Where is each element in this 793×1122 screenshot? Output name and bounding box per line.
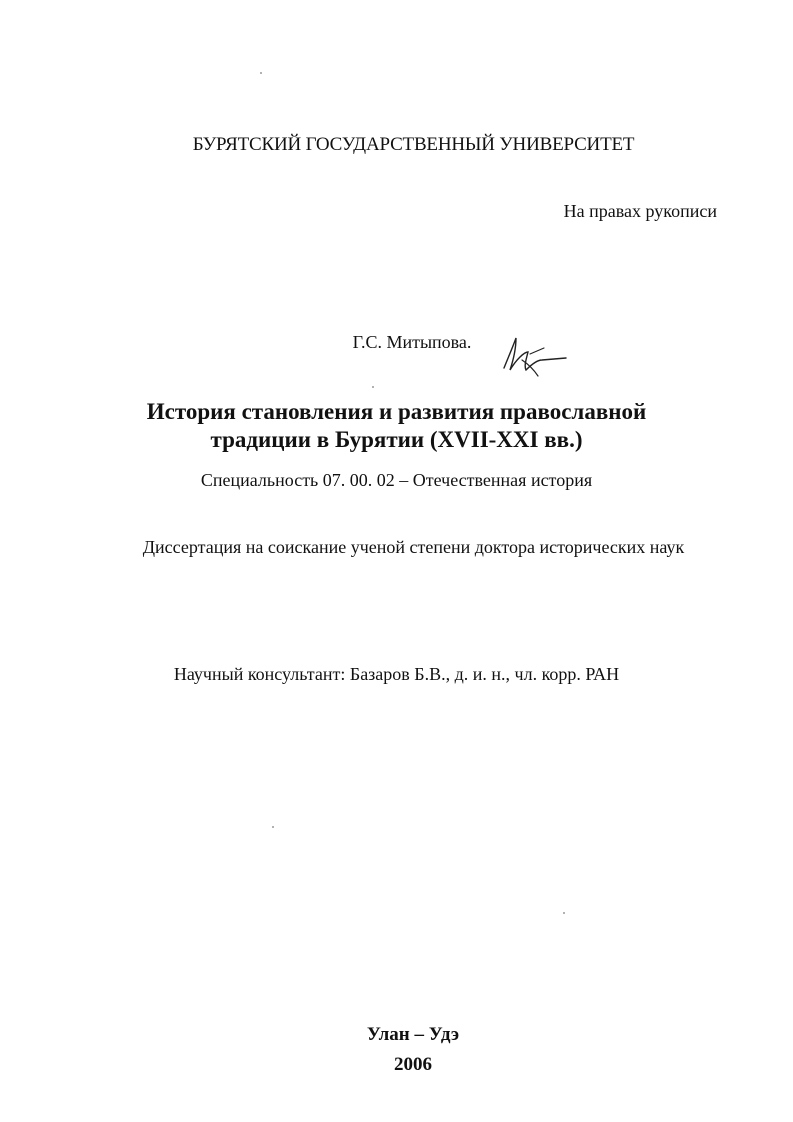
signature-icon — [494, 330, 574, 382]
rights-note: На правах рукописи — [563, 201, 717, 221]
title-line-2: традиции в Бурятии (XVII-XXI вв.) — [210, 427, 583, 452]
scientific-consultant: Научный консультант: Базаров Б.В., д. и. н., чл. корр. РАН — [173, 664, 620, 684]
title-line-1: История становления и развития православной — [146, 399, 647, 424]
scan-speck — [372, 386, 374, 388]
year: 2006 — [394, 1054, 432, 1075]
university-name: БУРЯТСКИЙ ГОСУДАРСТВЕННЫЙ УНИВЕРСИТЕТ — [192, 134, 635, 155]
dissertation-title — [0, 398, 793, 454]
scan-speck — [563, 912, 565, 914]
specialty-line: Специальность 07. 00. 02 – Отечественная история — [200, 470, 593, 490]
author-name: Г.С. Митыпова. — [352, 332, 472, 352]
city: Улан – Удэ — [366, 1024, 460, 1045]
scan-speck — [272, 826, 274, 828]
dissertation-degree-line: Диссертация на соискание ученой степени доктора исторических наук — [142, 537, 685, 557]
scan-speck — [260, 72, 262, 74]
